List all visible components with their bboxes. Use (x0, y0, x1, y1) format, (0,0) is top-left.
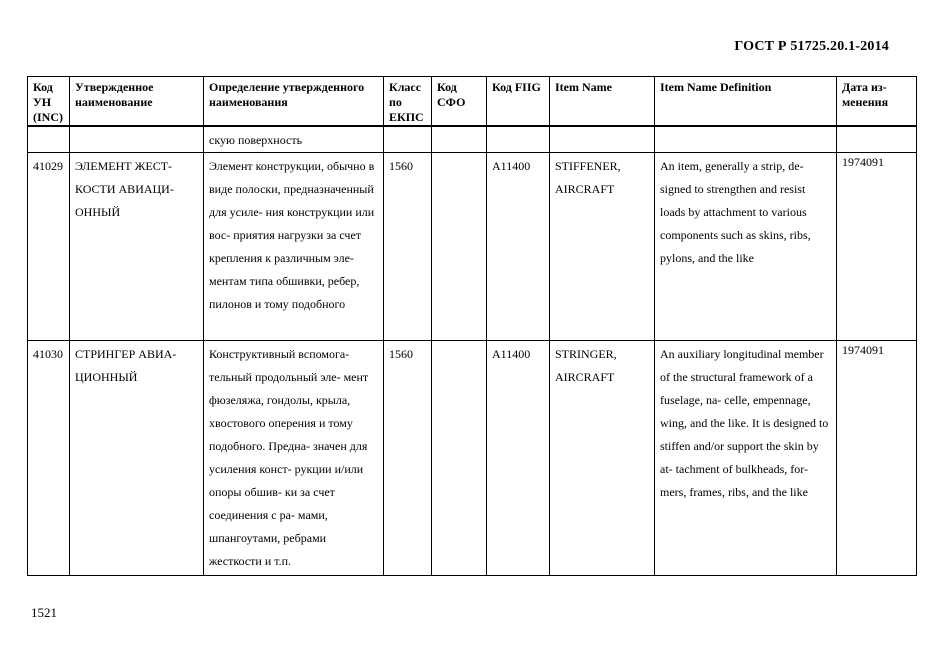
sfo-code (432, 153, 487, 341)
change-date: 1974091 (837, 153, 917, 341)
inc-code: 41029 (28, 153, 70, 341)
item-name: STRINGER, AIRCRAFT (550, 341, 655, 576)
col-header-definition: Определение утвержденного наименования (204, 77, 384, 127)
change-date: 1974091 (837, 341, 917, 576)
fiig-code: A11400 (487, 153, 550, 341)
approved-name: СТРИНГЕР АВИА- ЦИОННЫЙ (70, 341, 204, 576)
continuation-row (28, 126, 917, 153)
sfo-code (432, 341, 487, 576)
col-header-approved-name: Утвержденное наименование (70, 77, 204, 127)
document-header: ГОСТ Р 51725.20.1-2014 (734, 39, 889, 54)
class-code: 1560 (384, 153, 432, 341)
table-row (28, 341, 917, 576)
approved-name: ЭЛЕМЕНТ ЖЕСТ- КОСТИ АВИАЦИ- ОННЫЙ (70, 153, 204, 341)
definition: Элемент конструкции, обычно в виде полоски, предназначенный для усиле- ния конструкции или вос- приятия нагрузки за счет крепления к различным эле- ментам типа обшивки, ребер, пилонов и тому подобного (204, 153, 384, 341)
item-name: STIFFENER, AIRCRAFT (550, 153, 655, 341)
table-header-row (28, 77, 917, 127)
inc-code: 41030 (28, 341, 70, 576)
classification-table (27, 76, 917, 576)
item-name-definition: An auxiliary longitudinal member of the structural framework of a fuselage, na- celle, empennage, wing, and the like. It is designed to stiffen and/or support the skin by at- tachment of bulkheads, for- mers, frames, ribs, and the like (655, 341, 837, 576)
table-row (28, 153, 917, 341)
col-header-inc: Код УН (INC) (28, 77, 70, 127)
page-number: 1521 (31, 605, 57, 620)
col-header-fiig: Код FIIG (487, 77, 550, 127)
item-name-definition: An item, generally a strip, de- signed to strengthen and resist loads by attachment to various components such as skins, ribs, pylons, and the like (655, 153, 837, 341)
definition: Конструктивный вспомога- тельный продольный эле- мент фюзеляжа, гондолы, крыла, хвостового оперения и тому подобного. Предна- значен для усиления конст- рукции и/или опоры обшив- ки за счет соединения с ра- мами, шпангоутами, ребрами жесткости и т.п. (204, 341, 384, 576)
col-header-item-name: Item Name (550, 77, 655, 127)
col-header-date: Дата из- менения (837, 77, 917, 127)
fiig-code: A11400 (487, 341, 550, 576)
class-code: 1560 (384, 341, 432, 576)
definition-continuation: скую поверхность (204, 126, 384, 153)
col-header-class: Класс по ЕКПС (384, 77, 432, 127)
col-header-item-definition: Item Name Definition (655, 77, 837, 127)
col-header-sfo: Код СФО (432, 77, 487, 127)
